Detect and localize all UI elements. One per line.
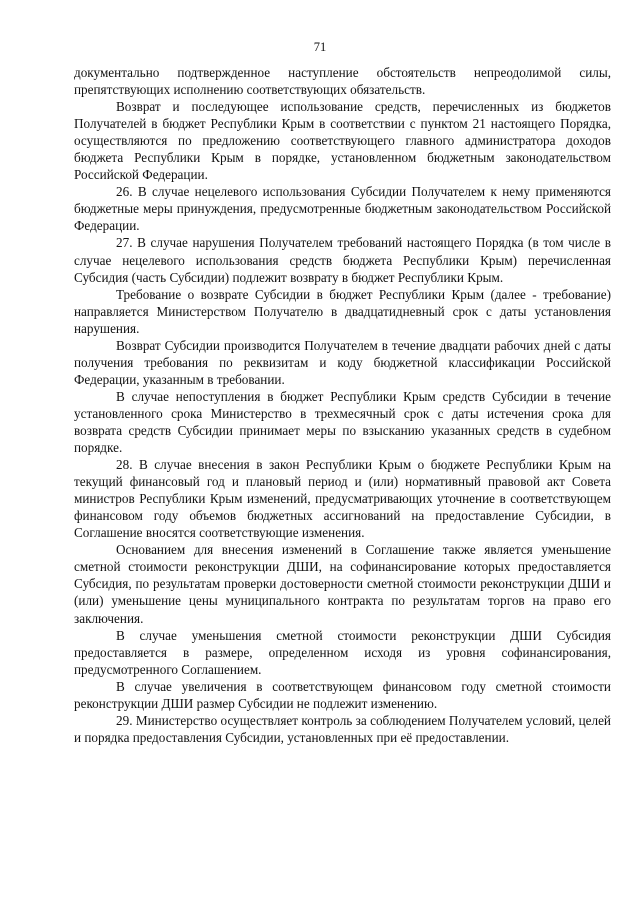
paragraph-continuation: документально подтвержденное наступление обстоятельств непреодолимой силы, препятствующих исполнению соответствующих обязательств. (74, 65, 611, 98)
paragraph-grounds-for-changes: Основанием для внесения изменений в Соглашение также является уменьшение сметной стоимости реконструкции ДШИ, на софинансирование которых предоставляется Субсидия, по результатам проверки достоверности сметной стоимости реконструкции ДШИ и (или) уменьшение цены муниципального контракта по результатам торгов на право его заключения. (74, 542, 611, 626)
paragraph-item-29: 29. Министерство осуществляет контроль за соблюдением Получателем условий, целей и порядка предоставления Субсидии, установленных при её предоставлении. (74, 712, 611, 745)
paragraph-item-26: 26. В случае нецелевого использования Субсидии Получателем к нему применяются бюджетные меры принуждения, предусмотренные бюджетным законодательством Российской Федерации. (74, 184, 611, 234)
paragraph-return-of-funds: Возврат и последующее использование средств, перечисленных из бюджетов Получателей в бюджет Республики Крым в соответствии с пунктом 21 настоящего Порядка, осуществляются по предложению соответствующего главного администратора доходов бюджета Республики Крым в порядке, установленном бюджетным законодательством Российской Федерации. (74, 99, 611, 183)
paragraph-return-requirement: Требование о возврате Субсидии в бюджет Республики Крым (далее - требование) направляется Министерством Получателю в двадцатидневный срок с даты установления нарушения. (74, 286, 611, 336)
document-body (74, 64, 611, 746)
paragraph-cost-increase: В случае увеличения в соответствующем финансовом году сметной стоимости реконструкции ДШИ размер Субсидии не подлежит изменению. (74, 678, 611, 711)
paragraph-item-28: 28. В случае внесения в закон Республики Крым о бюджете Республики Крым на текущий финансовый год и плановый период и (или) нормативный правовой акт Совета министров Республики Крым изменений, предусматривающих уточнение в соответствующем финансовом году объемов бюджетных ассигнований на предоставление Субсидии, в Соглашение вносятся соответствующие изменения. (74, 457, 611, 541)
paragraph-cost-decrease: В случае уменьшения сметной стоимости реконструкции ДШИ Субсидия предоставляется в размере, определенном исходя из уровня софинансирования, предусмотренного Соглашением. (74, 627, 611, 677)
page-number: 71 (313, 40, 327, 54)
paragraph-item-27: 27. В случае нарушения Получателем требований настоящего Порядка (в том числе в случае нецелевого использования средств бюджета Республики Крым) перечисленная Субсидия (часть Субсидии) подлежит возврату в бюджет Республики Крым. (74, 235, 611, 285)
paragraph-return-deadline: Возврат Субсидии производится Получателем в течение двадцати рабочих дней с даты получения требования по реквизитам и коду бюджетной классификации Российской Федерации, указанным в требовании. (74, 337, 611, 387)
paragraph-non-receipt: В случае непоступления в бюджет Республики Крым средств Субсидии в течение установленного срока Министерство в трехмесячный срок с даты истечения срока для возврата средств Субсидии принимает меры по взысканию указанных средств в судебном порядке. (74, 388, 611, 456)
